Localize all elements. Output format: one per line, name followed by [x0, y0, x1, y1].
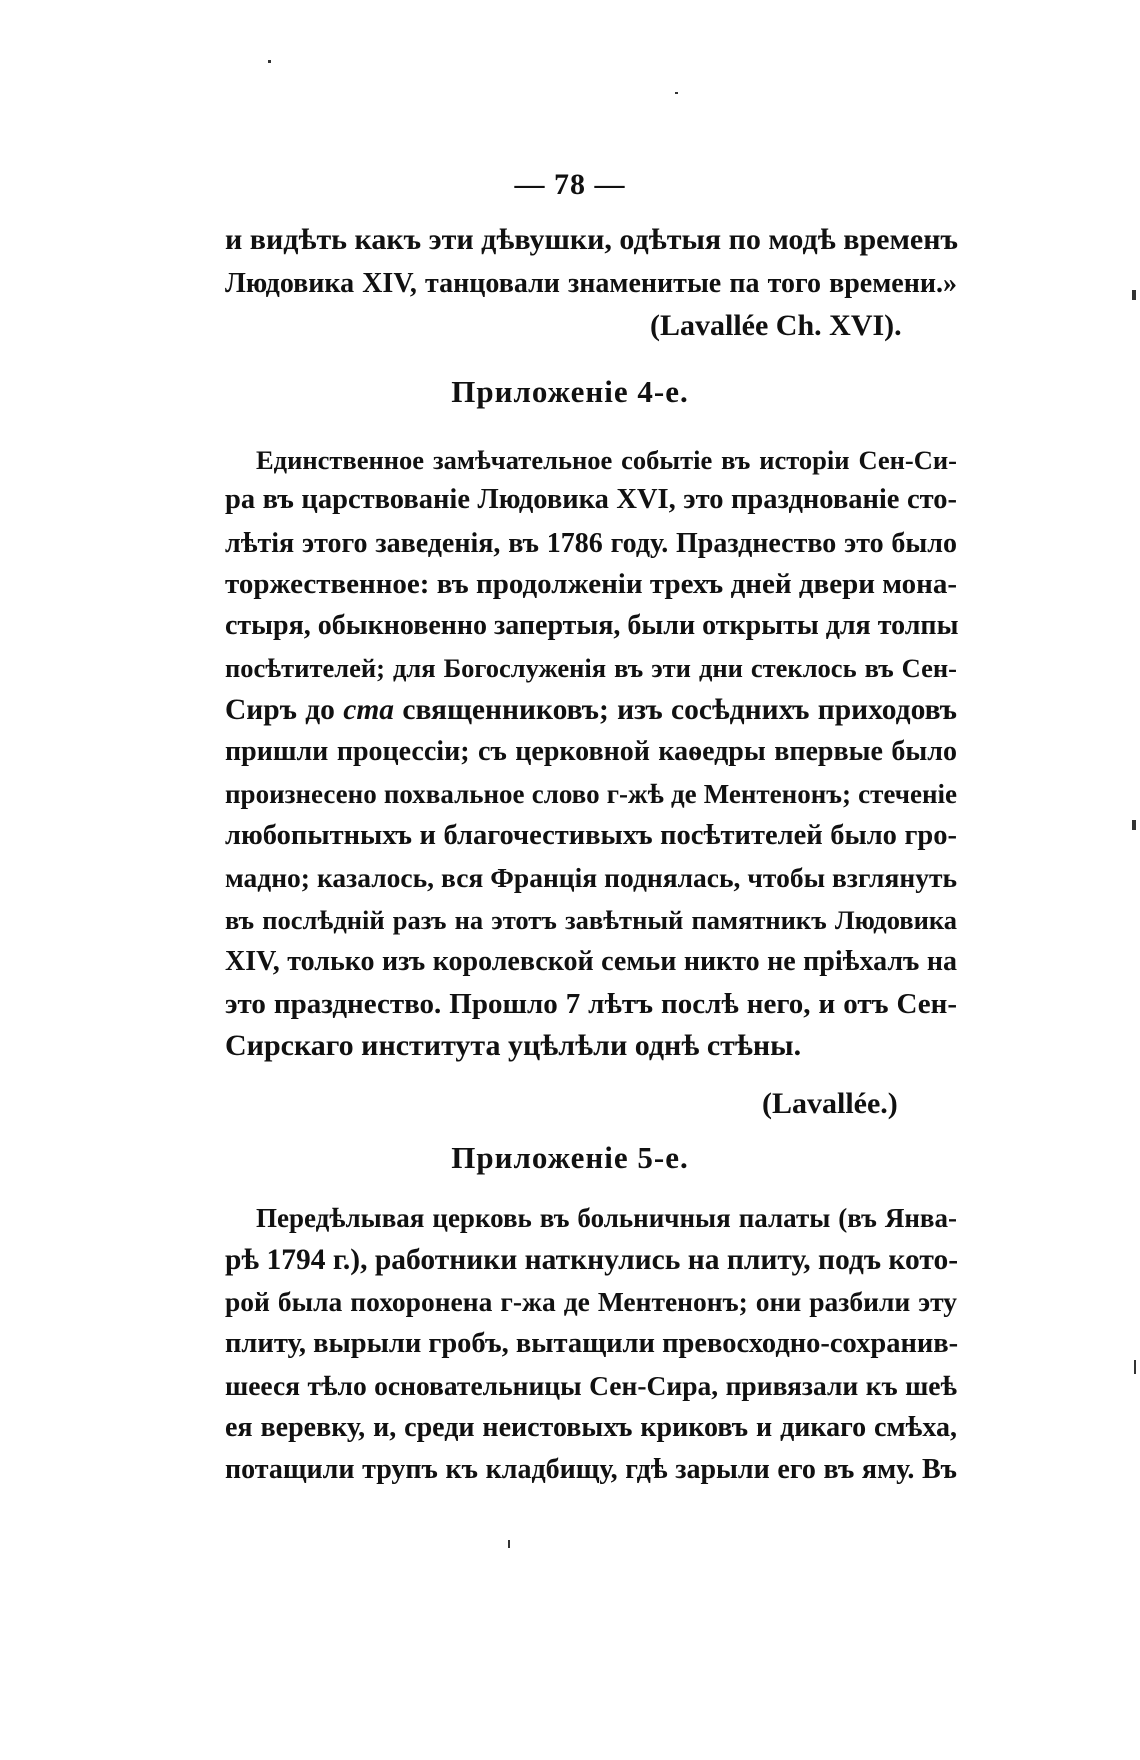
text-line: ея веревку, и, среди неистовыхъ криковъ и дикаго смѣха, [225, 1412, 957, 1443]
section-heading: Приложеніе 5-е. [451, 1140, 689, 1175]
text-line: рой была похоронена г-жа де Ментенонъ; они разбили эту [225, 1286, 957, 1317]
text-line: торжественное: въ продолженіи трехъ дней двери мона- [225, 568, 957, 600]
scan-speck [508, 1540, 510, 1548]
text-segment: священниковъ; изъ сосѣднихъ приходовъ [394, 694, 957, 726]
text-line: Единственное замѣчательное событіе въ исторіи Сен-Си- [256, 445, 957, 475]
section-heading: Приложеніе 4-е. [451, 374, 689, 409]
text-line [225, 690, 957, 730]
text-segment: Сиръ до [225, 694, 344, 726]
text-line: Людовика XIV, танцовали знаменитые па того времени.» [225, 268, 957, 299]
text-line: любопытныхъ и благочестивыхъ посѣтителей было гро- [225, 820, 957, 851]
text-line: рѣ 1794 г.), работники наткнулись на плиту, подъ кото- [225, 1244, 959, 1276]
text-line: произнесено похвальное слово г-жѣ де Ментенонъ; стеченіе [225, 779, 957, 809]
text-line: посѣтителей; для Богослуженія въ эти дни стеклось въ Сен- [225, 653, 957, 683]
text-line: это празднество. Прошло 7 лѣтъ послѣ него, и отъ Сен- [225, 988, 957, 1020]
scan-speck [675, 92, 678, 94]
scan-speck [1132, 820, 1136, 830]
text-line: и видѣть какъ эти дѣвушки, одѣтыя по модѣ временъ [225, 223, 958, 256]
scan-speck [1132, 290, 1136, 300]
scan-speck [1134, 1360, 1136, 1374]
italic-word: ста [343, 694, 395, 726]
text-line: ра въ царствованіе Людовика XVI, это празднованіе сто- [225, 484, 957, 515]
text-line: Сирскаго института уцѣлѣли однѣ стѣны. [225, 1029, 802, 1062]
text-line: плиту, вырыли гробъ, вытащили превосходно-сохранив- [225, 1328, 959, 1359]
text-line: мадно; казалось, вся Франція поднялась, чтобы взглянуть [225, 862, 957, 893]
text-line: Передѣлывая церковь въ больничныя палаты (въ Янва- [256, 1203, 957, 1233]
text-line: лѣтія этого заведенія, въ 1786 году. Празднество это было [225, 528, 957, 559]
text-line: потащили трупъ къ кладбищу, гдѣ зарыли его въ яму. Въ [225, 1454, 957, 1485]
text-line: въ послѣдній разъ на этотъ завѣтный памятникъ Людовика [225, 905, 957, 935]
scan-speck [268, 60, 271, 63]
page-number: — 78 — [514, 168, 626, 201]
text-line: стыря, обыкновенно запертыя, были открыты для толпы [225, 610, 959, 641]
citation: (Lavallée.) [762, 1087, 898, 1120]
text-line: шееся тѣло основательницы Сен-Сира, привязали къ шеѣ [225, 1370, 957, 1401]
text-line: пришли процессіи; съ церковной каѳедры впервые было [225, 736, 957, 767]
citation: (Lavallée Ch. XVI). [650, 309, 902, 342]
text-line: XIV, только изъ королевской семьи никто не пріѣхалъ на [225, 946, 957, 977]
